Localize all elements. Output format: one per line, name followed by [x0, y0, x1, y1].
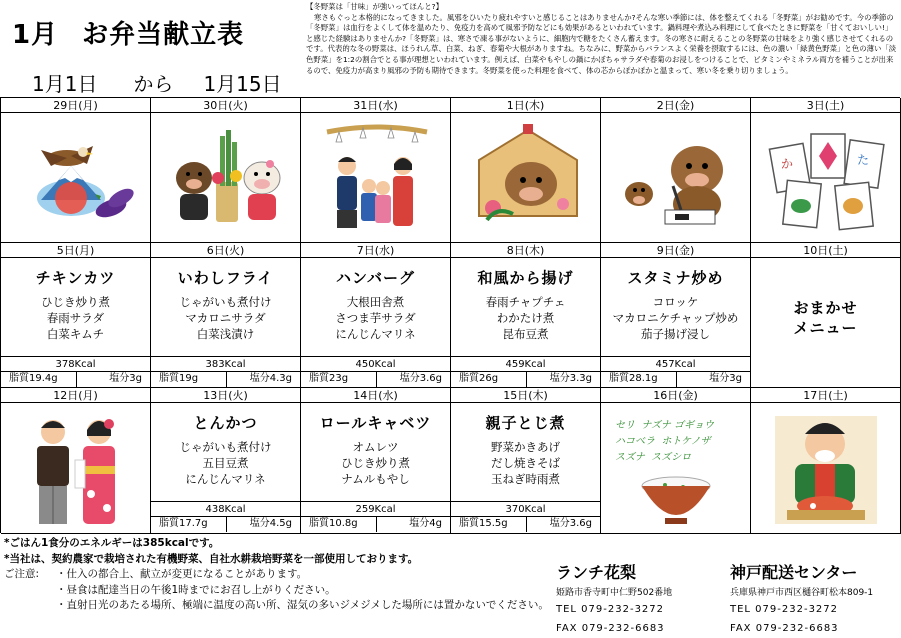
main-dish: ロールキャベツ	[319, 414, 432, 432]
side-dish: じゃがいも煮付け	[179, 440, 272, 454]
herb-name: セリ	[615, 420, 635, 431]
company-fax: FAX 079-232-6683	[730, 623, 839, 634]
period-start: 1月1日	[32, 72, 98, 96]
company-tel: TEL 079-232-3272	[730, 604, 839, 615]
side-dish: わかたけ煮	[496, 311, 555, 325]
menu-calendar	[0, 97, 900, 533]
side-dish: マカロニケチャップ炒め	[612, 311, 739, 325]
calorie-value: 383Kcal	[151, 356, 300, 372]
side-dish: 大根田舎煮	[346, 295, 405, 309]
side-dish: にんじんマリネ	[335, 327, 416, 341]
side-dish: 五目豆煮	[202, 456, 249, 470]
ebisu-illustration	[773, 414, 879, 526]
side-dish: ナムルもやし	[341, 472, 410, 486]
fat-value: 脂質28.1g	[609, 373, 658, 384]
nutrition-row	[451, 372, 600, 387]
day-date: 29日(月)	[1, 98, 150, 113]
day-date: 3日(土)	[751, 98, 900, 113]
side-dish: にんじんマリネ	[185, 472, 266, 486]
porridge-bowl-illustration	[639, 474, 713, 528]
boars-kadomatsu-illustration	[166, 122, 286, 232]
day-date: 14日(水)	[301, 388, 450, 403]
day-cell	[601, 388, 751, 534]
side-dish: 春雨チャプチェ	[485, 295, 566, 309]
side-dish: ひじき炒り煮	[341, 456, 410, 470]
day-cell	[751, 98, 901, 243]
day-cell	[151, 388, 301, 534]
day-cell	[601, 243, 751, 388]
company-name: ランチ花梨	[556, 563, 637, 582]
fat-value: 脂質19g	[159, 373, 199, 384]
meal	[301, 404, 450, 487]
meal	[451, 259, 600, 342]
day-cell	[1, 388, 151, 534]
side-dish: マカロニサラダ	[185, 311, 266, 325]
calorie-value: 370Kcal	[451, 501, 600, 517]
side-dish: コロッケ	[652, 295, 699, 309]
side-dish: 昆布豆煮	[502, 327, 549, 341]
caution-item: ・仕入の都合上、献立が変更になることがあります。	[56, 568, 308, 580]
nutrition-row	[601, 372, 750, 387]
omakase-line: おまかせ	[793, 299, 858, 317]
family-shrine-illustration	[319, 118, 435, 232]
main-dish: チキンカツ	[35, 269, 116, 287]
salt-value: 塩分3.6g	[549, 518, 592, 529]
calorie-value: 457Kcal	[601, 356, 750, 372]
day-date: 16日(金)	[601, 388, 750, 403]
herb-name: ゴギョウ	[673, 420, 714, 431]
side-dish: 野菜かきあげ	[491, 440, 560, 454]
salt-value: 塩分4.3g	[249, 373, 292, 384]
rice-energy-note: *ごはん1食分のエネルギーは385kcalです。	[4, 537, 220, 549]
day-cell	[751, 388, 901, 534]
fat-value: 脂質19.4g	[9, 373, 58, 384]
karuta-cards-illustration	[765, 128, 889, 232]
nanakusa-herbs	[615, 418, 739, 466]
side-dish: じゃがいも煮付け	[179, 295, 272, 309]
salt-value: 塩分4g	[409, 518, 442, 529]
notice-body: 寒さもぐっと本格的になってきました。風邪をひいたり疲れやすいと感じることはありませんか?そんな寒い季節には、体を整えてくれる「冬野菜」がお勧めです。今の季節の「冬野菜」は血行をよくして体を温めたり、免疫力を高めて風邪予防などにも効果があるといわれています。鍋料理や煮込み料理にして食べたときに野菜を「甘くておいしい!」と感じた経験はありませんか?「冬野菜」は、寒さで凍る事がないように、細胞内で糖をたくさん蓄えます。冬の寒さに耐えることの冬野菜の甘味をより強く感じさせてくれるのです。代表的な冬の野菜は、ほうれん草、白菜、ねぎ、春菊や大根がありますね。ちなみに、野菜からバランスよく栄養を摂取するには、色の濃い「緑黄色野菜」と色の薄い「淡色野菜」を1:2の割合でとる事が理想といわれています。例えば、白菜やもやしの鍋にかぼちゃサラダや春菊のお浸しをつけることで、ビタミンやミネラル両方を補うことが出来るので、免疫力が高まり風邪の予防も期待できます。冬野菜を使った料理を食べて、体の芯からぽかぽかと温まって、寒い冬を乗り切りましょう。	[306, 12, 897, 75]
side-dish: さつま芋サラダ	[335, 311, 416, 325]
nutrition-row	[151, 517, 300, 532]
salt-value: 塩分3.3g	[549, 373, 592, 384]
nutrition-row	[1, 372, 150, 387]
main-dish: 和風から揚げ	[477, 269, 574, 287]
page-title	[12, 14, 244, 51]
side-dish: だし焼きそば	[491, 456, 560, 470]
organic-note: *当社は、契約農家で栽培された有機野菜、自社水耕栽培野菜を一部使用しております。	[4, 552, 419, 565]
boar-calligraphy-illustration	[613, 126, 737, 230]
meal	[151, 404, 300, 487]
day-cell	[751, 243, 901, 388]
company-tel: TEL 079-232-3272	[556, 604, 665, 615]
new-year-hawk-illustration	[11, 128, 139, 228]
calorie-value: 259Kcal	[301, 501, 450, 517]
day-cell	[601, 98, 751, 243]
day-date: 13日(火)	[151, 388, 300, 403]
company-name: 神戸配送センター	[730, 563, 858, 582]
main-dish: スタミナ炒め	[627, 269, 724, 287]
salt-value: 塩分3g	[709, 373, 742, 384]
herb-name: スズシロ	[651, 452, 692, 463]
meal	[301, 259, 450, 342]
period	[32, 68, 282, 97]
caution-item: ・昼食は配達当日の午後1時までにお召し上がりください。	[56, 583, 336, 596]
fat-value: 脂質26g	[459, 373, 499, 384]
calorie-value: 378Kcal	[1, 356, 150, 372]
salt-value: 塩分3.6g	[399, 373, 442, 384]
day-date: 30日(火)	[151, 98, 300, 113]
calorie-value: 450Kcal	[301, 356, 450, 372]
side-dish: 春雨サラダ	[46, 311, 105, 325]
day-date: 10日(土)	[751, 243, 900, 258]
ema-boar-illustration	[473, 124, 583, 232]
herb-name: ホトケノザ	[661, 436, 711, 447]
fat-value: 脂質17.7g	[159, 518, 208, 529]
day-cell	[451, 98, 601, 243]
side-dish: 茄子揚げ浸し	[641, 327, 710, 341]
day-cell	[301, 243, 451, 388]
month-label: 1月	[12, 20, 59, 50]
coming-of-age-illustration	[19, 410, 133, 528]
calorie-value: 438Kcal	[151, 501, 300, 517]
main-dish: いわしフライ	[177, 269, 274, 287]
day-date: 7日(水)	[301, 243, 450, 258]
menu-title: お弁当献立表	[82, 20, 245, 50]
salt-value: 塩分3g	[109, 373, 142, 384]
company-kobe-center	[730, 560, 873, 638]
day-date: 8日(木)	[451, 243, 600, 258]
company-fax: FAX 079-232-6683	[556, 623, 665, 634]
omakase-line: メニュー	[793, 319, 858, 337]
day-cell	[451, 388, 601, 534]
side-dish: オムレツ	[352, 440, 399, 454]
herb-name: スズナ	[615, 452, 645, 463]
day-cell	[301, 388, 451, 534]
day-date: 9日(金)	[601, 243, 750, 258]
day-date: 5日(月)	[1, 243, 150, 258]
day-date: 2日(金)	[601, 98, 750, 113]
company-address: 兵庫県神戸市西区樋谷町松本809-1	[730, 588, 874, 598]
side-dish: ひじき炒り煮	[41, 295, 110, 309]
herb-name: ナズナ	[641, 420, 671, 431]
fat-value: 脂質23g	[309, 373, 349, 384]
nutrition-row	[451, 517, 600, 532]
nutrition-row	[151, 372, 300, 387]
side-dish: 玉ねぎ時雨煮	[491, 472, 560, 486]
notice-heading: 【冬野菜は「甘味」が強いってほんと?】	[306, 2, 443, 11]
svg-text:た: た	[857, 153, 870, 167]
main-dish: ハンバーグ	[336, 269, 415, 287]
herb-name: ハコベラ	[615, 436, 655, 447]
nutrition-row	[301, 517, 450, 532]
caution-label: ご注意:	[4, 568, 40, 580]
day-cell	[1, 98, 151, 243]
day-date: 6日(火)	[151, 243, 300, 258]
meal	[451, 404, 600, 487]
meal	[1, 259, 150, 342]
day-cell	[151, 98, 301, 243]
notice-box	[306, 2, 898, 76]
company-lunch-karin	[556, 560, 672, 638]
footnotes	[4, 536, 549, 614]
svg-text:か: か	[781, 157, 794, 171]
caution-item: ・直射日光のあたる場所、極端に温度の高い所、湿気の多いジメジメした場所には置かないでください。	[56, 599, 549, 611]
main-dish: 親子とじ煮	[485, 414, 566, 432]
side-dish: 白菜浅漬け	[196, 327, 255, 341]
main-dish: とんかつ	[193, 414, 258, 432]
salt-value: 塩分4.5g	[249, 518, 292, 529]
side-dish: 白菜キムチ	[46, 327, 105, 341]
day-cell	[301, 98, 451, 243]
fat-value: 脂質10.8g	[309, 518, 358, 529]
meal	[601, 259, 750, 342]
omakase-menu	[751, 298, 900, 338]
day-cell	[151, 243, 301, 388]
period-from: から	[133, 72, 174, 96]
day-date: 1日(木)	[451, 98, 600, 113]
day-date: 12日(月)	[1, 388, 150, 403]
day-date: 31日(水)	[301, 98, 450, 113]
day-cell	[451, 243, 601, 388]
day-date: 17日(土)	[751, 388, 900, 403]
nutrition-row	[301, 372, 450, 387]
fat-value: 脂質15.5g	[459, 518, 508, 529]
period-end: 1月15日	[203, 72, 282, 96]
calorie-value: 459Kcal	[451, 356, 600, 372]
meal	[151, 259, 300, 342]
company-address: 姫路市香寺町中仁野502番地	[556, 588, 673, 598]
day-cell	[1, 243, 151, 388]
day-date: 15日(木)	[451, 388, 600, 403]
